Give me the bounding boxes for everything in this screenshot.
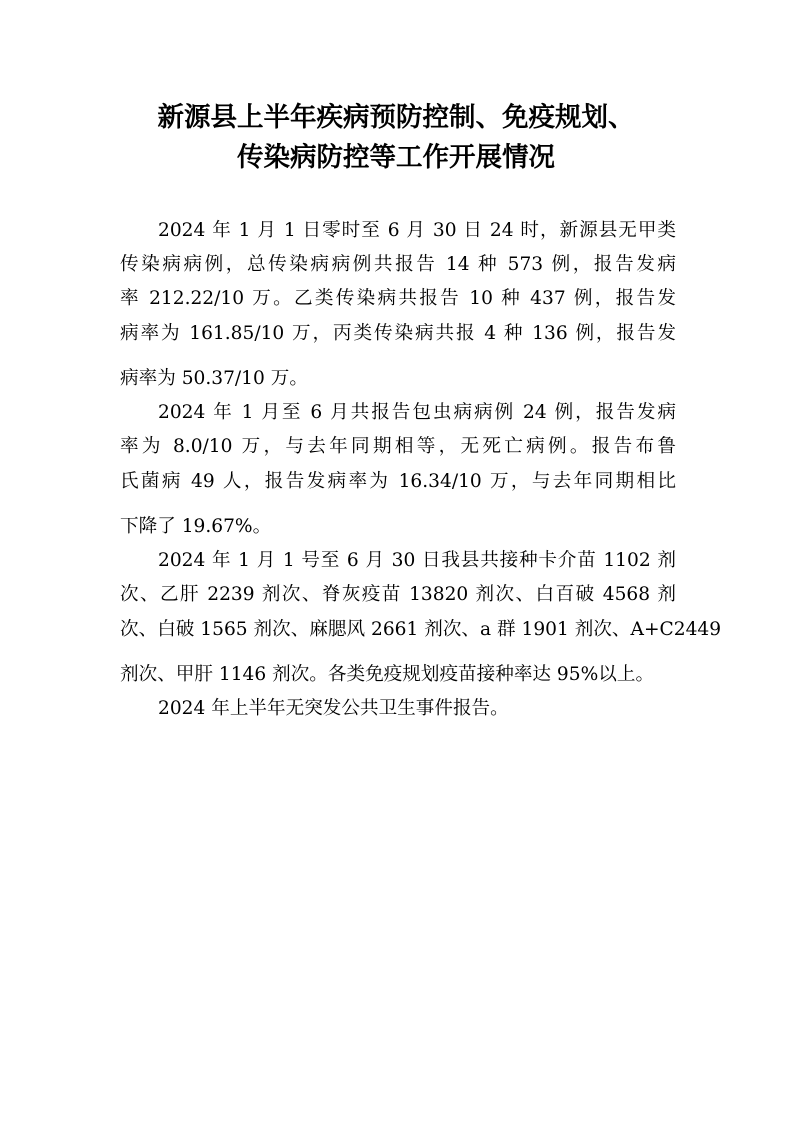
paragraph-3-line-3: 次、白破 1565 剂次、麻腮风 2661 剂次、a 群 1901 剂次、A+C2449 [120,619,722,640]
paragraph-2-line-4: 下降了 19.67%。 [120,516,272,537]
document-title-line-1: 新源县上半年疾病预防控制、免疫规划、 [157,102,635,133]
paragraph-1-line-3: 率 212.22/10 万。乙类传染病共报告 10 种 437 例，报告发 [120,288,676,309]
paragraph-1-line-2: 传染病病例，总传染病病例共报告 14 种 573 例，报告发病 [120,254,676,275]
paragraph-3-line-2: 次、乙肝 2239 剂次、脊灰疫苗 13820 剂次、白百破 4568 剂 [120,584,676,605]
paragraph-1-line-1: 2024 年 1 月 1 日零时至 6 月 30 日 24 时，新源县无甲类 [158,220,676,241]
paragraph-3-line-4: 剂次、甲肝 1146 剂次。各类免疫规划疫苗接种率达 95%以上。 [120,664,655,685]
paragraph-3-line-1: 2024 年 1 月 1 号至 6 月 30 日我县共接种卡介苗 1102 剂 [158,550,676,571]
paragraph-2-line-1: 2024 年 1 月至 6 月共报告包虫病病例 24 例，报告发病 [158,402,676,423]
paragraph-4-line-1: 2024 年上半年无突发公共卫生事件报告。 [158,698,509,719]
paragraph-2-line-3: 氏菌病 49 人，报告发病率为 16.34/10 万，与去年同期相比 [120,471,676,492]
paragraph-2-line-2: 率为 8.0/10 万，与去年同期相等，无死亡病例。报告布鲁 [120,436,676,457]
document-title-line-2: 传染病防控等工作开展情况 [237,142,555,173]
paragraph-1-line-4: 病率为 161.85/10 万，丙类传染病共报 4 种 136 例，报告发 [120,323,676,344]
paragraph-1-line-5: 病率为 50.37/10 万。 [120,368,308,389]
